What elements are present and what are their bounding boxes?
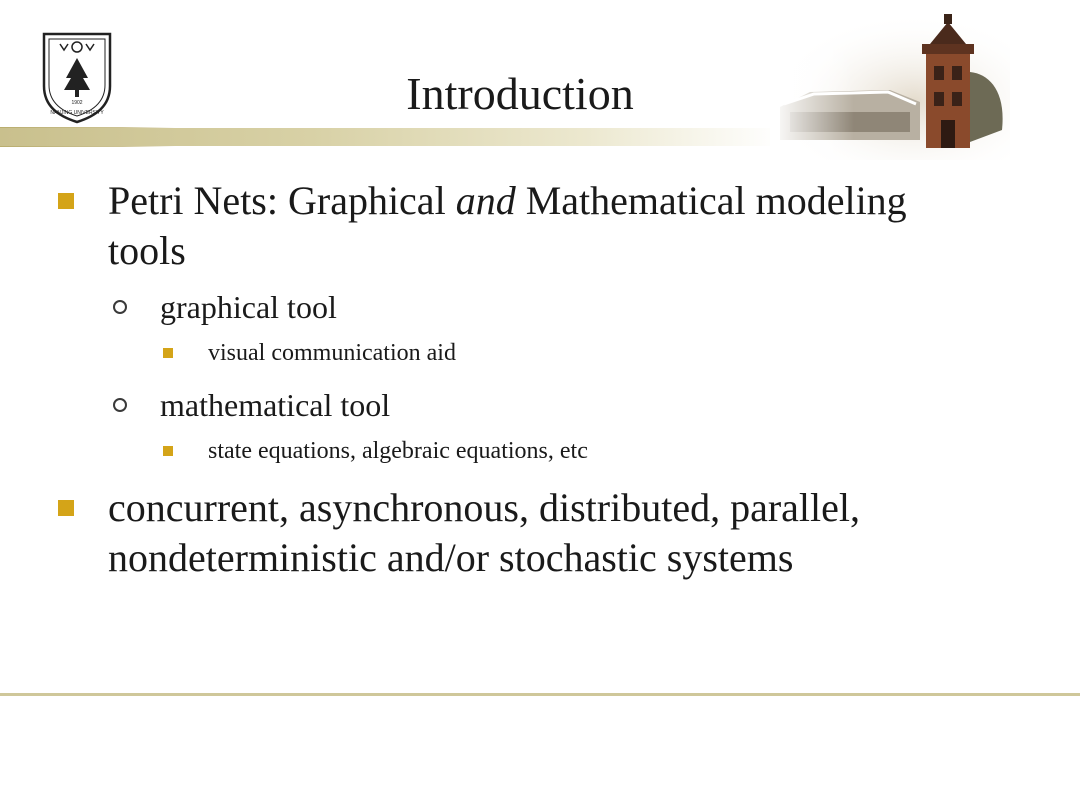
bullet-square-small-icon: [163, 446, 173, 456]
svg-text:1902: 1902: [71, 100, 83, 106]
bullet-2-line-2: nondeterministic and/or stochastic systems: [108, 535, 794, 580]
item-visual-communication-aid: visual communication aid: [208, 340, 456, 366]
bullet-square-icon: [58, 500, 74, 516]
slide-title: Introduction: [406, 68, 634, 119]
bullet-circle-icon: [113, 398, 127, 412]
bullet-circle-icon: [113, 300, 127, 314]
svg-text:NANJING UNIVERSITY: NANJING UNIVERSITY: [50, 110, 104, 116]
bullet-square-icon: [58, 193, 74, 209]
bullet-square-small-icon: [163, 348, 173, 358]
bullet-1-line-2: tools: [108, 228, 186, 273]
sub-bullet-mathematical-tool: mathematical tool: [160, 387, 391, 423]
sub-bullet-graphical-tool: graphical tool: [160, 289, 337, 325]
bullet-1-line-1: Petri Nets: Graphical and Mathematical modeling: [108, 178, 907, 223]
item-state-equations: state equations, algebraic equations, etc: [208, 438, 588, 464]
bullet-2-line-1: concurrent, asynchronous, distributed, parallel,: [108, 485, 860, 530]
footer-rule: [0, 693, 1080, 696]
